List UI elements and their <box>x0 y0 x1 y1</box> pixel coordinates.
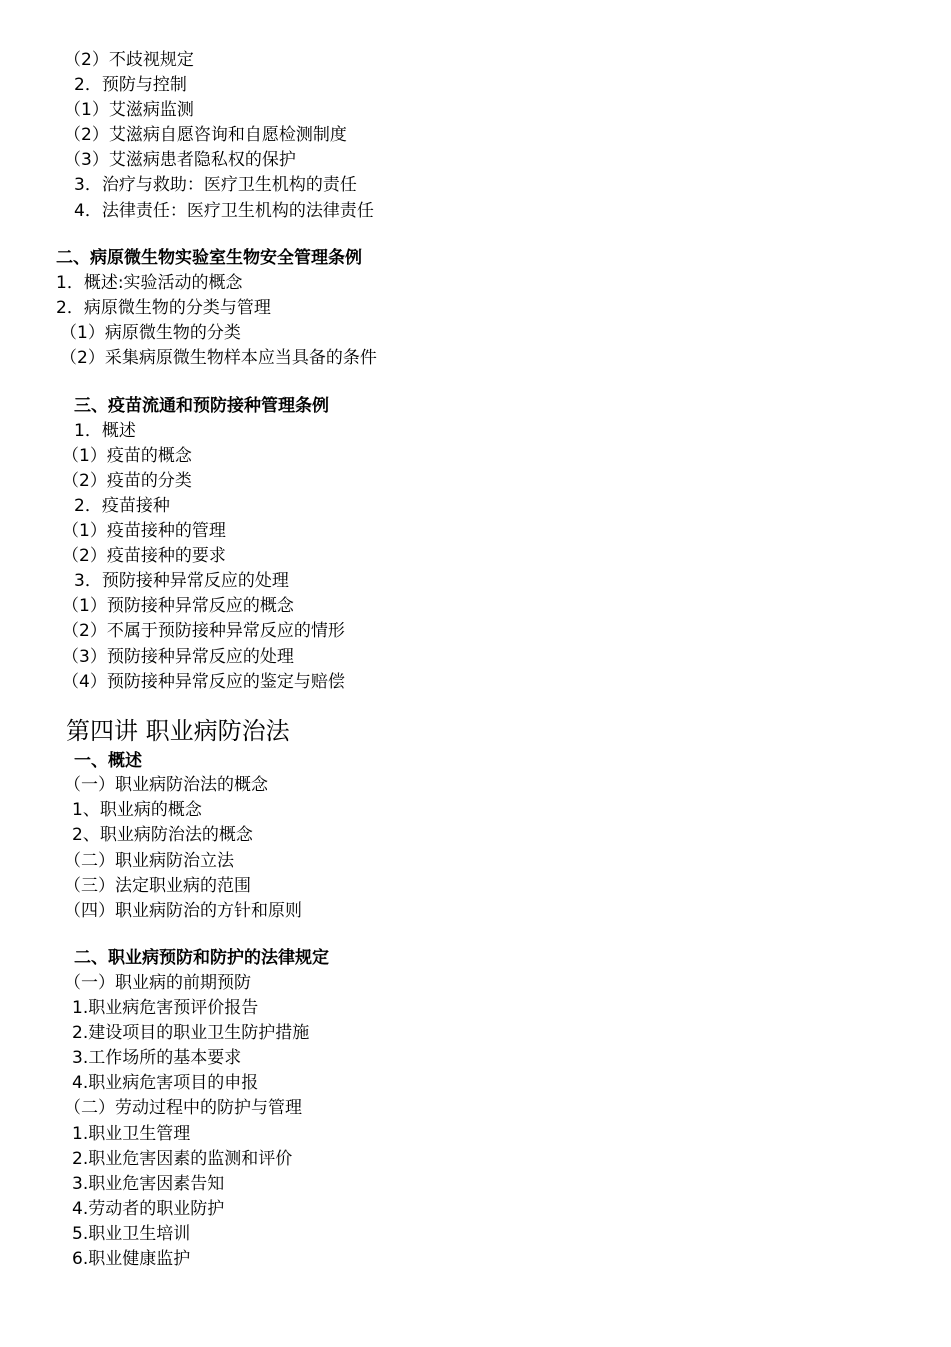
list-item: （2）不歧视规定 <box>64 50 194 70</box>
list-item: （1）病原微生物的分类 <box>60 323 241 343</box>
section-heading: 二、病原微生物实验室生物安全管理条例 <box>56 248 362 268</box>
list-item: 2.职业危害因素的监测和评价 <box>72 1149 293 1169</box>
chapter-title: 第四讲 职业病防治法 <box>66 717 290 745</box>
list-item: 4．法律责任：医疗卫生机构的法律责任 <box>74 201 374 221</box>
list-item: （1）预防接种异常反应的概念 <box>62 596 294 616</box>
list-item: 1.职业病危害预评价报告 <box>72 998 259 1018</box>
list-item: （2）采集病原微生物样本应当具备的条件 <box>60 348 377 368</box>
list-item: 2、职业病防治法的概念 <box>72 825 253 845</box>
list-item: 2．疫苗接种 <box>74 496 170 516</box>
list-item: （一）职业病防治法的概念 <box>64 775 268 795</box>
list-item: 2.建设项目的职业卫生防护措施 <box>72 1023 310 1043</box>
list-item: （2）不属于预防接种异常反应的情形 <box>62 621 345 641</box>
section-heading: 二、职业病预防和防护的法律规定 <box>74 948 329 968</box>
list-item: 4.劳动者的职业防护 <box>72 1199 225 1219</box>
list-item: 1．概述 <box>74 421 136 441</box>
list-item: （1）疫苗的概念 <box>62 446 192 466</box>
list-item: 1．概述:实验活动的概念 <box>56 273 243 293</box>
section-heading: 三、疫苗流通和预防接种管理条例 <box>74 396 329 416</box>
list-item: 1、职业病的概念 <box>72 800 202 820</box>
section-heading: 一、概述 <box>74 751 142 771</box>
list-item: （二）劳动过程中的防护与管理 <box>64 1098 302 1118</box>
list-item: （一）职业病的前期预防 <box>64 973 251 993</box>
list-item: 1.职业卫生管理 <box>72 1124 191 1144</box>
list-item: （3）艾滋病患者隐私权的保护 <box>64 150 296 170</box>
list-item: 3.工作场所的基本要求 <box>72 1048 242 1068</box>
list-item: 6.职业健康监护 <box>72 1249 191 1269</box>
list-item: 5.职业卫生培训 <box>72 1224 191 1244</box>
list-item: （4）预防接种异常反应的鉴定与赔偿 <box>62 672 345 692</box>
list-item: （1）艾滋病监测 <box>64 100 194 120</box>
list-item: （四）职业病防治的方针和原则 <box>64 901 302 921</box>
list-item: 4.职业病危害项目的申报 <box>72 1073 259 1093</box>
list-item: 2．病原微生物的分类与管理 <box>56 298 271 318</box>
list-item: （2）艾滋病自愿咨询和自愿检测制度 <box>64 125 347 145</box>
list-item: 2．预防与控制 <box>74 75 187 95</box>
list-item: （三）法定职业病的范围 <box>64 876 251 896</box>
list-item: 3．预防接种异常反应的处理 <box>74 571 289 591</box>
list-item: （2）疫苗接种的要求 <box>62 546 226 566</box>
list-item: （二）职业病防治立法 <box>64 851 234 871</box>
list-item: （1）疫苗接种的管理 <box>62 521 226 541</box>
list-item: （2）疫苗的分类 <box>62 471 192 491</box>
list-item: 3．治疗与救助：医疗卫生机构的责任 <box>74 175 357 195</box>
list-item: （3）预防接种异常反应的处理 <box>62 647 294 667</box>
list-item: 3.职业危害因素告知 <box>72 1174 225 1194</box>
